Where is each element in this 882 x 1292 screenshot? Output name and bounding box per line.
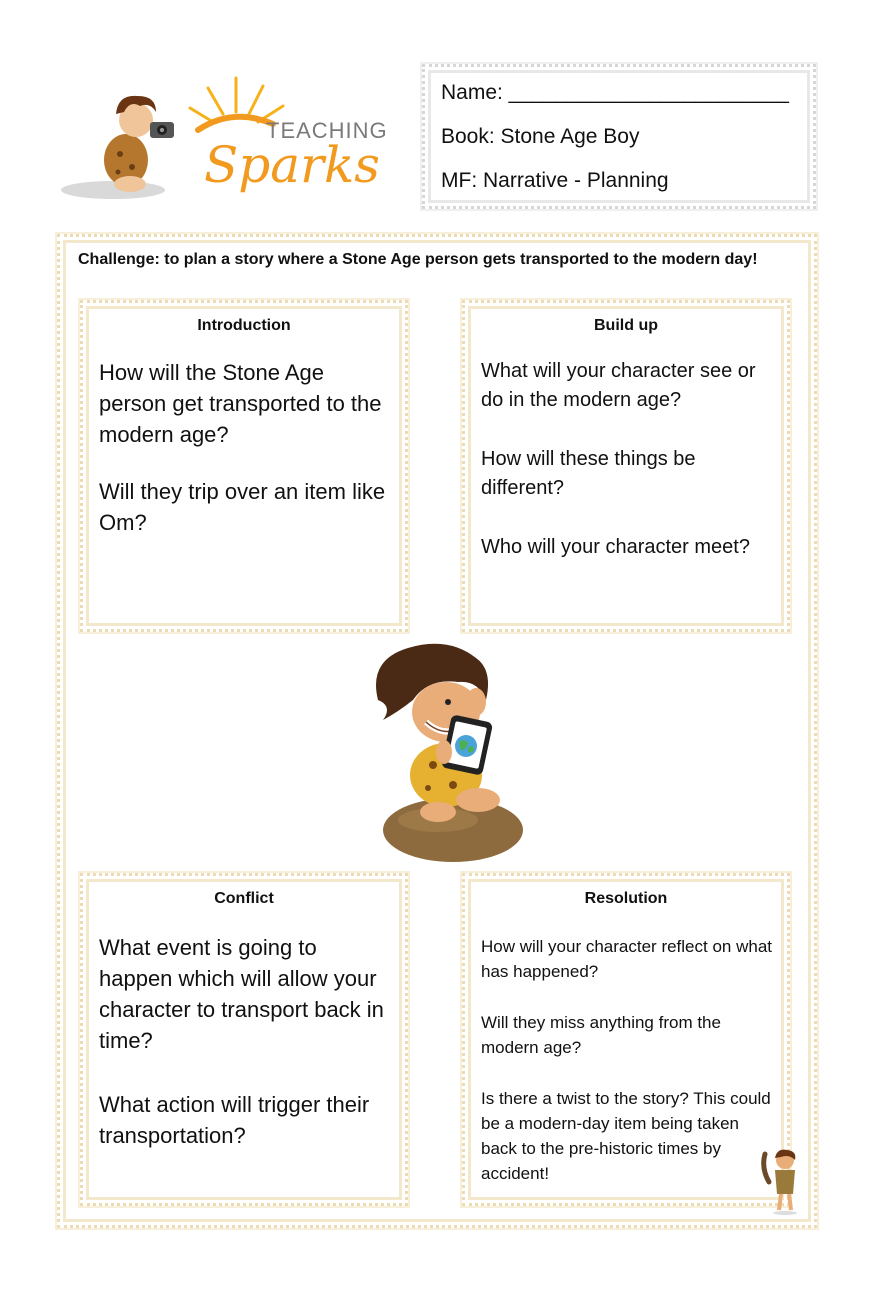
conflict-body [99, 932, 391, 1177]
introduction-paragraph: How will the Stone Age person get transported to the modern age? [99, 360, 382, 447]
introduction-title: Introduction [197, 317, 291, 334]
conflict-paragraph: What action will trigger their transportation? [99, 1092, 370, 1148]
introduction-card [80, 300, 408, 632]
conflict-title: Conflict [214, 890, 274, 907]
mf-label: MF: Narrative - Planning [441, 169, 669, 192]
introduction-paragraph: Will they trip over an item like Om? [99, 479, 386, 535]
name-field-label[interactable]: Name: ________________________ [441, 81, 789, 104]
build-up-paragraph: What will your character see or do in the modern age? [481, 360, 756, 411]
logo-line2: Sparks [204, 136, 380, 194]
caveman-with-club-illustration [757, 1148, 805, 1216]
build-up-body [481, 357, 773, 588]
resolution-title: Resolution [584, 890, 668, 907]
teaching-sparks-logo [58, 72, 408, 207]
resolution-paragraph: Will they miss anything from the modern age? [481, 1013, 721, 1057]
introduction-body [99, 357, 391, 564]
info-box [422, 64, 816, 209]
resolution-paragraph: Is there a twist to the story? This could be a modern-day item being taken back to the pre-historic times by accident! [481, 1089, 771, 1183]
conflict-card [80, 873, 408, 1206]
logo-graphic [58, 72, 408, 207]
caveman-with-tablet-illustration [358, 640, 528, 865]
logo-line1: TEACHING [266, 118, 388, 143]
book-title: Book: Stone Age Boy [441, 125, 640, 148]
build-up-title: Build up [594, 317, 658, 334]
resolution-body [481, 934, 773, 1212]
resolution-card [462, 873, 790, 1206]
build-up-paragraph: How will these things be different? [481, 448, 696, 499]
conflict-paragraph: What event is going to happen which will allow your character to transport back in time? [99, 935, 384, 1053]
build-up-paragraph: Who will your character meet? [481, 536, 750, 558]
resolution-paragraph: How will your character reflect on what has happened? [481, 937, 773, 981]
challenge-text: Challenge: to plan a story where a Stone Age person gets transported to the modern day! [78, 251, 758, 268]
build-up-card [462, 300, 790, 632]
